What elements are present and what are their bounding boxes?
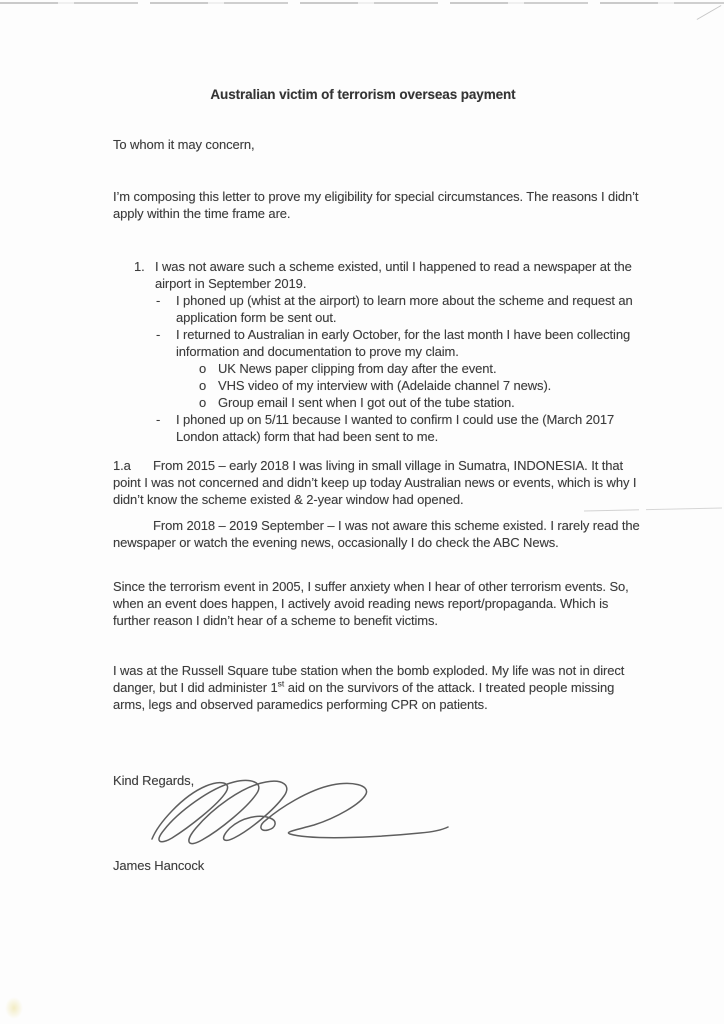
dash-item-1	[113, 292, 641, 326]
numbered-item-1-text: I was not aware such a scheme existed, until I happened to read a newspaper at the airport in September 2019.	[155, 259, 632, 291]
circle-item-1-text: UK News paper clipping from day after the event.	[218, 361, 497, 376]
dash-item-2-text: I returned to Australian in early October, for the last month I have been collecting information and documentation to prove my claim.	[176, 327, 631, 359]
paragraph-1a-text: From 2015 – early 2018 I was living in small village in Sumatra, INDONESIA. It that point I was not concerned and didn’t keep up today Australian news or events, which is why I didn’t know the scheme existed & 2-year window had opened.	[113, 458, 637, 507]
dash-item-2	[113, 326, 641, 360]
superscript-st: st	[277, 678, 285, 689]
paragraph-1a	[113, 457, 641, 508]
circle-item-3-text: Group email I sent when I got out of the tube station.	[218, 395, 515, 410]
signer-name: James Hancock	[113, 858, 205, 873]
circle-marker: o	[199, 395, 207, 410]
dash-item-1-text: I phoned up (whist at the airport) to learn more about the scheme and request an application form be sent out.	[176, 293, 633, 325]
number-marker: 1.	[134, 259, 145, 274]
circle-marker: o	[199, 378, 207, 393]
intro-paragraph: I’m composing this letter to prove my eligibility for special circumstances. The reasons I didn’t apply within the time frame are.	[113, 189, 639, 221]
numbered-item-1	[113, 258, 641, 292]
dash-marker: -	[156, 327, 161, 342]
dash-item-3	[113, 411, 641, 445]
reasons-list	[113, 258, 641, 445]
letter-title: Australian victim of terrorism overseas payment	[210, 87, 516, 102]
scan-artifact-top-edge	[0, 2, 724, 4]
salutation: To whom it may concern,	[113, 137, 255, 152]
circle-item-3	[113, 394, 641, 411]
dash-marker: -	[156, 412, 161, 427]
circle-item-1	[113, 360, 641, 377]
dash-marker: -	[156, 293, 161, 308]
scan-artifact-top-right-corner	[697, 5, 722, 20]
paragraph-russell-part1: I was at the Russell Square tube station when the bomb exploded. My life was not in direct danger, but I did administer 1	[113, 663, 625, 695]
circle-item-2	[113, 377, 641, 394]
circle-marker: o	[199, 361, 207, 376]
dash-item-3-text: I phoned up on 5/11 because I wanted to confirm I could use the (March 2017 London attack) form that had been sent to me.	[176, 412, 615, 444]
handwritten-signature	[130, 778, 460, 858]
letter-body	[113, 86, 641, 874]
scan-artifact-bottom-smudge	[5, 997, 23, 1019]
paragraph-2018: From 2018 – 2019 September – I was not aware this scheme existed. I rarely read the newspaper or watch the evening news, occasionally I do check the ABC News.	[113, 518, 640, 550]
circle-item-2-text: VHS video of my interview with (Adelaide channel 7 news).	[218, 378, 552, 393]
paragraph-anxiety: Since the terrorism event in 2005, I suffer anxiety when I hear of other terrorism events. So, when an event does happen, I actively avoid reading news report/propaganda. Which is further reason I didn’t hear of a scheme to benefit victims.	[113, 579, 629, 628]
paragraph-russell-part2: aid on the survivors of the attack. I treated people missing arms, legs and observed paramedics performing CPR on patients.	[113, 680, 615, 712]
paragraph-russell-square	[113, 662, 641, 713]
paragraph-1a-label: 1.a	[113, 458, 131, 473]
closing-salutation: Kind Regards,	[113, 773, 195, 788]
